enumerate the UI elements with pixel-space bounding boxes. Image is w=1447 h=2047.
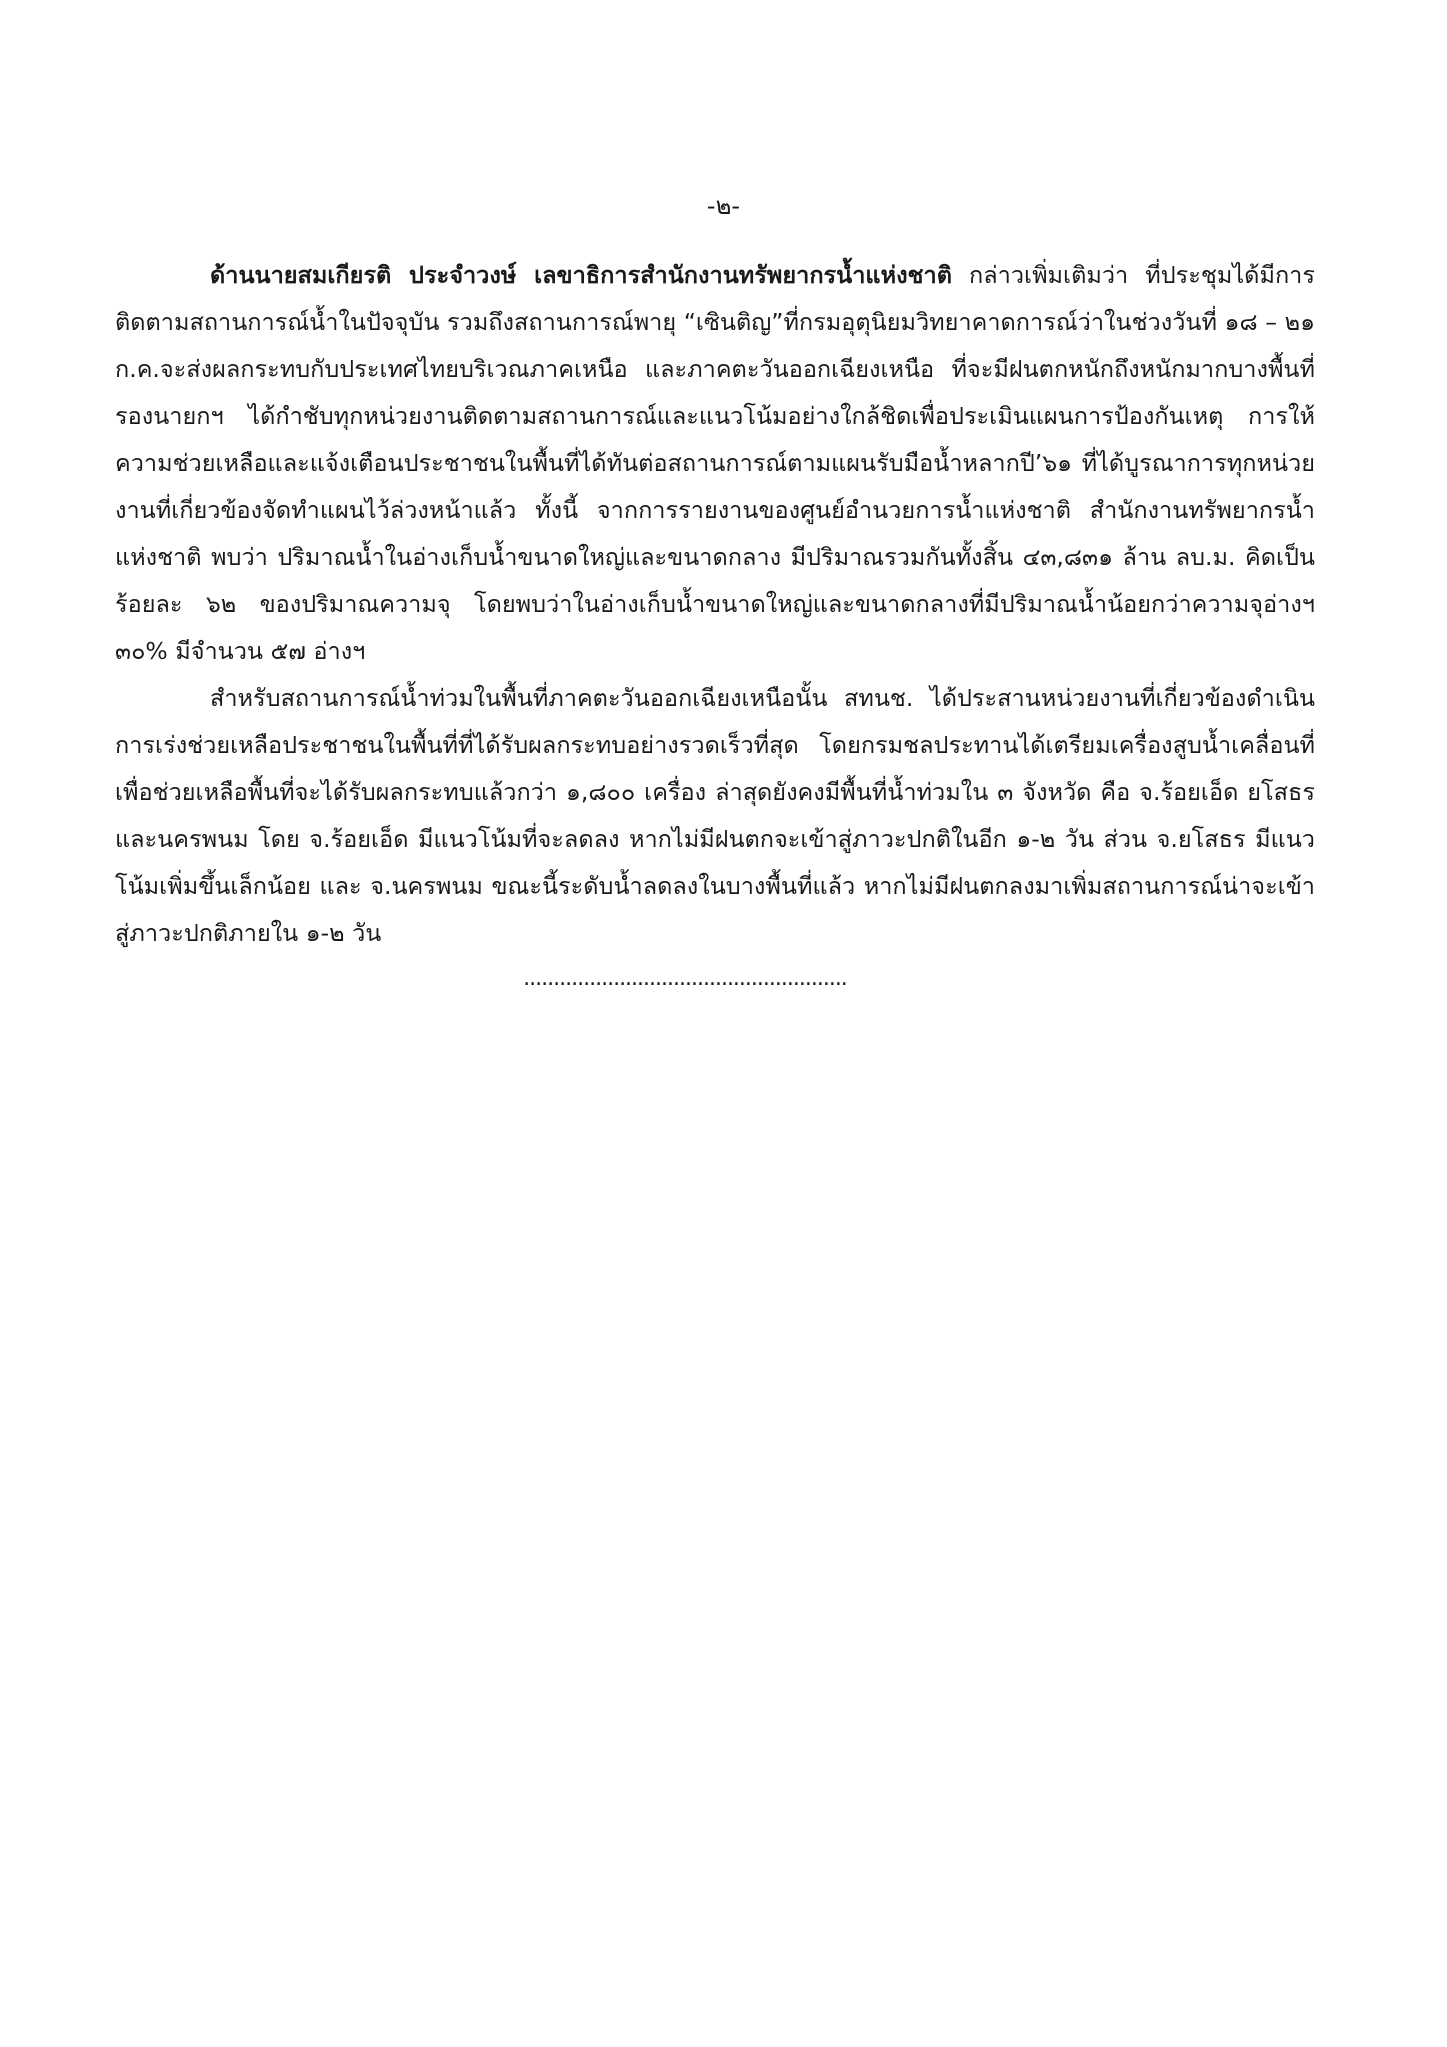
paragraph-text: กล่าวเพิ่มเติมว่า ที่ประชุมได้มีการติดตามสถานการณ์น้ำในปัจจุบัน รวมถึงสถานการณ์พายุ “เซินติญ”ที่กรมอุตุนิยมวิทยาคาดการณ์ว่าในช่วงวันที่ ๑๘ – ๒๑ ก.ค.จะส่งผลกระทบกับประเทศไทยบริเวณภาคเหนือ และภาคตะวันออกเฉียงเหนือ ที่จะมีฝนตกหนักถึงหนักมากบางพื้นที่ รองนายกฯ ได้กำชับทุกหน่วยงานติดตามสถานการณ์และแนวโน้มอย่างใกล้ชิดเพื่อประเมินแผนการป้องกันเหตุ การให้ความช่วยเหลือและแจ้งเตือนประชาชนในพื้นที่ได้ทันต่อสถานการณ์ตามแผนรับมือน้ำหลากปี’๖๑ ที่ได้บูรณาการทุกหน่วยงานที่เกี่ยวข้องจัดทำแผนไว้ล่วงหน้าแล้ว ทั้งนี้ จากการรายงานของศูนย์อำนวยการน้ำแห่งชาติ สำนักงานทรัพยากรน้ำแห่งชาติ พบว่า ปริมาณน้ำในอ่างเก็บน้ำขนาดใหญ่และขนาดกลาง มีปริมาณรวมกันทั้งสิ้น ๔๓,๘๓๑ ล้าน ลบ.ม. คิดเป็นร้อยละ ๖๒ ของปริมาณความจุ โดยพบว่าในอ่างเก็บน้ำขนาดใหญ่และขนาดกลางที่มีปริมาณน้ำน้อยกว่าความจุอ่างฯ ๓๐% มีจำนวน ๕๗ อ่างฯ: [115, 261, 1315, 665]
document-body: [115, 252, 1315, 999]
paragraph-water-situation: [115, 252, 1315, 675]
paragraph-flood-northeast: [115, 675, 1315, 957]
paragraph-lead-bold: ด้านนายสมเกียรติ ประจำวงษ์ เลขาธิการสำนักงานทรัพยากรน้ำแห่งชาติ: [210, 261, 952, 289]
page-number: -๒-: [706, 192, 741, 220]
end-of-document-dotted-line: ......................................................: [523, 966, 847, 991]
paragraph-text: สำหรับสถานการณ์น้ำท่วมในพื้นที่ภาคตะวันออกเฉียงเหนือนั้น สทนช. ได้ประสานหน่วยงานที่เกี่ยวข้องดำเนินการเร่งช่วยเหลือประชาชนในพื้นที่ที่ได้รับผลกระทบอย่างรวดเร็วที่สุด โดยกรมชลประทานได้เตรียมเครื่องสูบน้ำเคลื่อนที่ เพื่อช่วยเหลือพื้นที่จะได้รับผลกระทบแล้วกว่า ๑,๘๐๐ เครื่อง ล่าสุดยังคงมีพื้นที่น้ำท่วมใน ๓ จังหวัด คือ จ.ร้อยเอ็ด ยโสธร และนครพนม โดย จ.ร้อยเอ็ด มีแนวโน้มที่จะลดลง หากไม่มีฝนตกจะเข้าสู่ภาวะปกติในอีก ๑-๒ วัน ส่วน จ.ยโสธร มีแนวโน้มเพิ่มขึ้นเล็กน้อย และ จ.นครพนม ขณะนี้ระดับน้ำลดลงในบางพื้นที่แล้ว หากไม่มีฝนตกลงมาเพิ่มสถานการณ์น่าจะเข้าสู่ภาวะปกติภายใน ๑-๒ วัน: [115, 684, 1315, 947]
